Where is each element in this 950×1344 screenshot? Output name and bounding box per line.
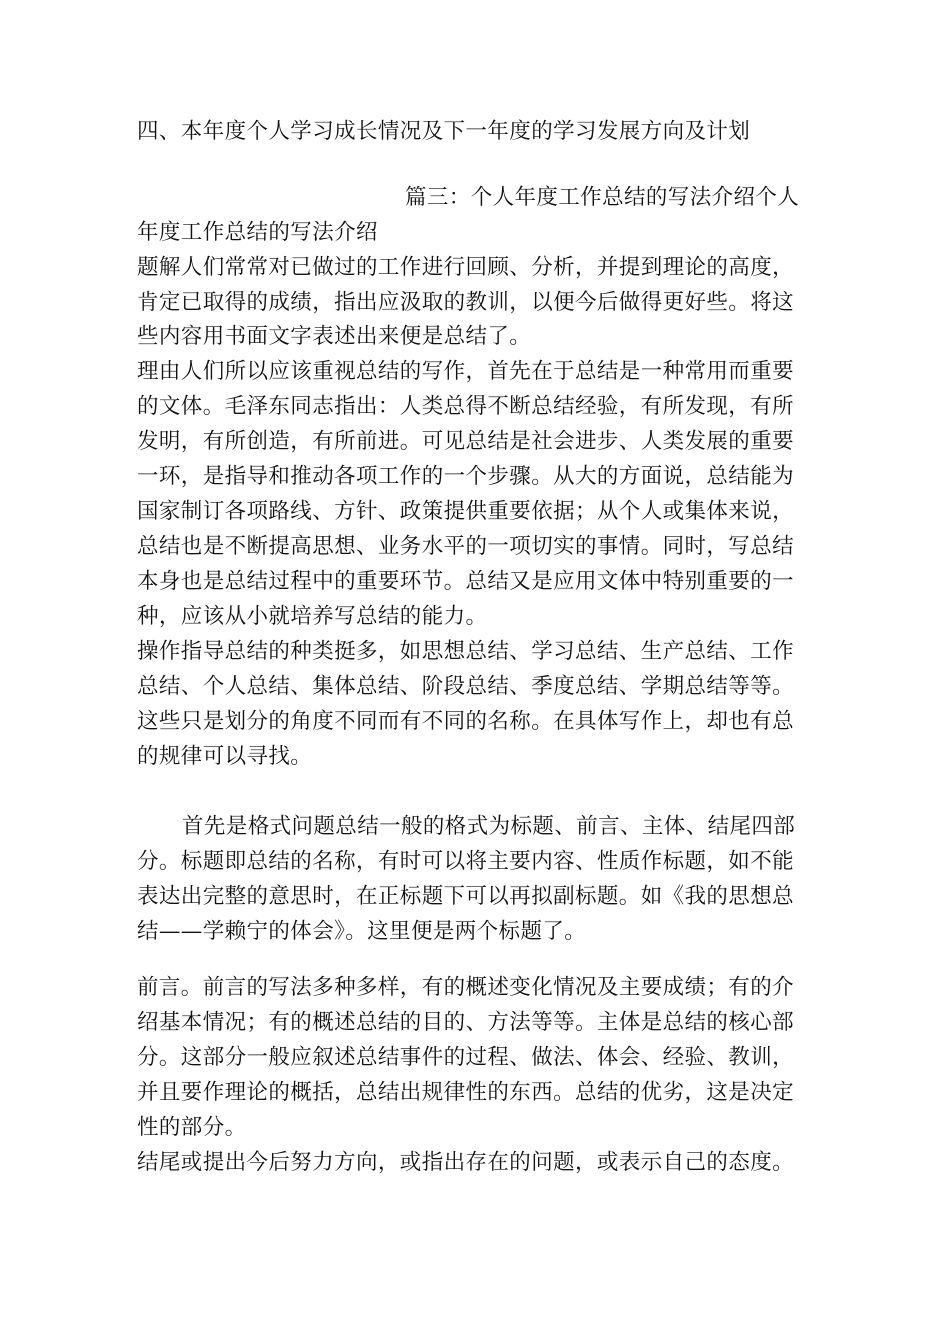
paragraph-4-line-3: 表达出完整的意思时，在正标题下可以再拟副标题。如《我的思想总: [137, 884, 795, 909]
paragraph-4-line-4: 结——学赖宁的体会》。这里便是两个标题了。: [137, 919, 587, 944]
paragraph-2-line-5: 国家制订各项路线、方针、政策提供重要依据；从个人或集体来说，: [137, 499, 795, 524]
paragraph-2-line-8: 种，应该从小就培养写总结的能力。: [137, 604, 488, 629]
paragraph-2-line-6: 总结也是不断提高思想、业务水平的一项切实的事情。同时，写总结: [137, 534, 795, 559]
paragraph-2-line-4: 一环，是指导和推动各项工作的一个步骤。从大的方面说，总结能为: [137, 464, 795, 489]
paragraph-2-line-3: 发明，有所创造，有所前进。可见总结是社会进步、人类发展的重要: [137, 429, 795, 454]
paragraph-3-line-2: 总结、个人总结、集体总结、阶段总结、季度总结、学期总结等等。: [137, 674, 795, 699]
paragraph-2-line-2: 的文体。毛泽东同志指出：人类总得不断总结经验，有所发现，有所: [137, 394, 795, 419]
paragraph-5-line-2: 绍基本情况；有的概述总结的目的、方法等等。主体是总结的核心部: [137, 1010, 795, 1035]
paragraph-3-line-1: 操作指导总结的种类挺多，如思想总结、学习总结、生产总结、工作: [137, 639, 795, 664]
heading-four: 四、本年度个人学习成长情况及下一年度的学习发展方向及计划: [137, 119, 751, 144]
paragraph-1-line-2: 肯定已取得的成绩，指出应汲取的教训，以便今后做得更好些。将这: [137, 290, 795, 315]
paragraph-1-line-1: 题解人们常常对已做过的工作进行回顾、分析，并提到理论的高度，: [137, 255, 795, 280]
paragraph-6-line-1: 结尾或提出今后努力方向，或指出存在的问题，或表示自己的态度。: [137, 1150, 795, 1175]
paragraph-5-line-1: 前言。前言的写法多种多样，有的概述变化情况及主要成绩；有的介: [137, 975, 795, 1000]
paragraph-3-line-3: 这些只是划分的角度不同而有不同的名称。在具体写作上，却也有总: [137, 709, 795, 734]
paragraph-4-line-1: 首先是格式问题总结一般的格式为标题、前言、主体、结尾四部: [182, 814, 796, 839]
paragraph-5-line-4: 并且要作理论的概括，总结出规律性的东西。总结的优劣，这是决定: [137, 1080, 795, 1105]
paragraph-5-line-5: 性的部分。: [137, 1115, 247, 1140]
paragraph-1-line-3: 些内容用书面文字表述出来便是总结了。: [137, 324, 532, 349]
paragraph-2-line-1: 理由人们所以应该重视总结的写作，首先在于总结是一种常用而重要: [137, 359, 795, 384]
section-title-line-1: 篇三：个人年度工作总结的写法介绍个人: [405, 185, 800, 210]
paragraph-2-line-7: 本身也是总结过程中的重要环节。总结又是应用文体中特别重要的一: [137, 569, 795, 594]
section-title-line-2: 年度工作总结的写法介绍: [137, 220, 378, 245]
paragraph-3-line-4: 的规律可以寻找。: [137, 744, 313, 769]
paragraph-5-line-3: 分。这部分一般应叙述总结事件的过程、做法、体会、经验、教训，: [137, 1045, 795, 1070]
paragraph-4-line-2: 分。标题即总结的名称，有时可以将主要内容、性质作标题，如不能: [137, 849, 795, 874]
